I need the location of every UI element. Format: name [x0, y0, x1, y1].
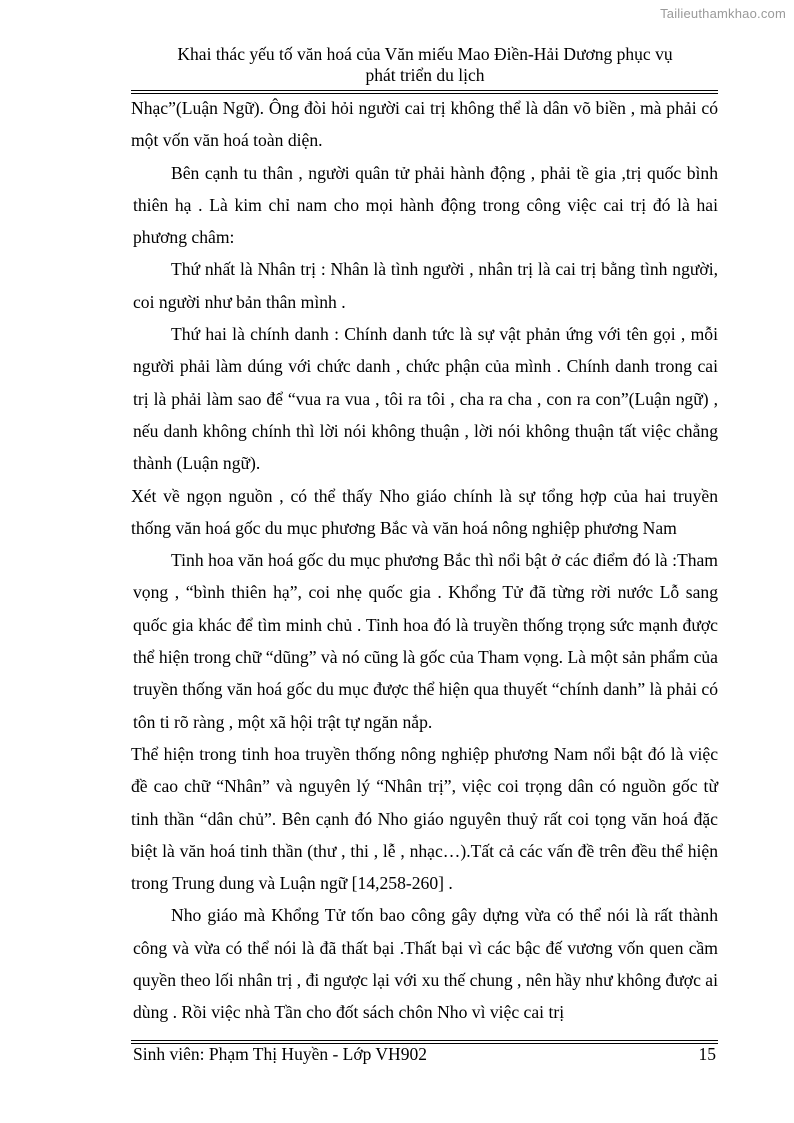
body-text	[133, 92, 718, 1029]
paragraph-2: Bên cạnh tu thân , người quân tử phải hành động , phải tề gia ,trị quốc bình thiên hạ . Là kim chỉ nam cho mọi hành động trong công việc cai trị đó là hai phương châm:	[133, 162, 718, 248]
footer-student-info: Sinh viên: Phạm Thị Huyền - Lớp VH902	[133, 1044, 427, 1064]
page-number: 15	[698, 1044, 716, 1064]
paragraph-4: Thứ hai là chính danh : Chính danh tức là sự vật phản ứng với tên gọi , mỗi người phải làm dúng với chức danh , chức phận của mình . Chính danh trong cai trị là phải làm sao để “vua ra vua , tôi ra tôi , cha ra cha , con ra con”(Luận ngữ) , nếu danh không chính thì lời nói không thuận , lời nói không thuận tất việc chẳng thành (Luận ngữ).	[133, 324, 718, 474]
footer-divider	[131, 1040, 718, 1041]
header-divider	[131, 90, 718, 91]
paragraph-6: Tinh hoa văn hoá gốc du mục phương Bắc thì nổi bật ở các điểm đó là :Tham vọng , “bình thiên hạ”, coi nhẹ quốc gia . Khổng Tử đã từng rời nước Lỗ sang quốc gia khác để tìm minh chủ . Tinh hoa đó là truyền thống trọng sức mạnh được thể hiện trong chữ “dũng” và nó cũng là gốc của Tham vọng. Là một sản phẩm của truyền thống văn hoá gốc du mục được thể hiện qua thuyết “chính danh” là phải có tôn ti rõ ràng , một xã hội trật tự ngăn nắp.	[133, 550, 718, 732]
header-title-line-1: Khai thác yếu tố văn hoá của Văn miếu Mao Điền-Hải Dương phục vụ	[177, 44, 673, 64]
watermark-text: Tailieuthamkhao.com	[660, 6, 786, 21]
header-title-line-2: phát triển du lịch	[365, 65, 485, 85]
paragraph-1: Nhạc”(Luận Ngữ). Ông đòi hỏi người cai trị không thể là dân võ biền , mà phải có một vốn văn hoá toàn diện.	[131, 98, 718, 151]
paragraph-7: Thể hiện trong tinh hoa truyền thống nông nghiệp phương Nam nổi bật đó là việc đề cao chữ “Nhân” và nguyên lý “Nhân trị”, việc coi trọng dân có nguồn gốc từ tinh thần “dân chủ”. Bên cạnh đó Nho giáo nguyên thuỷ rất coi tọng văn hoá đặc biệt là văn hoá tinh thần (thư , thi , lễ , nhạc…).Tất cả các vấn đề trên đều thể hiện trong Trung dung và Luận ngữ [14,258-260] .	[131, 743, 718, 894]
page-header	[133, 44, 717, 86]
paragraph-8: Nho giáo mà Khổng Tử tốn bao công gây dựng vừa có thể nói là rất thành công và vừa có thể nói là đã thất bại .Thất bại vì các bậc đế vương vốn quen cầm quyền theo lối nhân trị , đi ngược lại với xu thế chung , nên hầy như không được ai dùng . Rồi việc nhà Tần cho đốt sách chôn Nho vì việc cai trị	[133, 905, 718, 1023]
paragraph-5: Xét về ngọn nguồn , có thể thấy Nho giáo chính là sự tổng hợp của hai truyền thống văn hoá gốc du mục phương Bắc và văn hoá nông nghiệp phương Nam	[131, 485, 718, 538]
paragraph-3: Thứ nhất là Nhân trị : Nhân là tình người , nhân trị là cai trị bằng tình người, coi người như bản thân mình .	[133, 259, 718, 312]
